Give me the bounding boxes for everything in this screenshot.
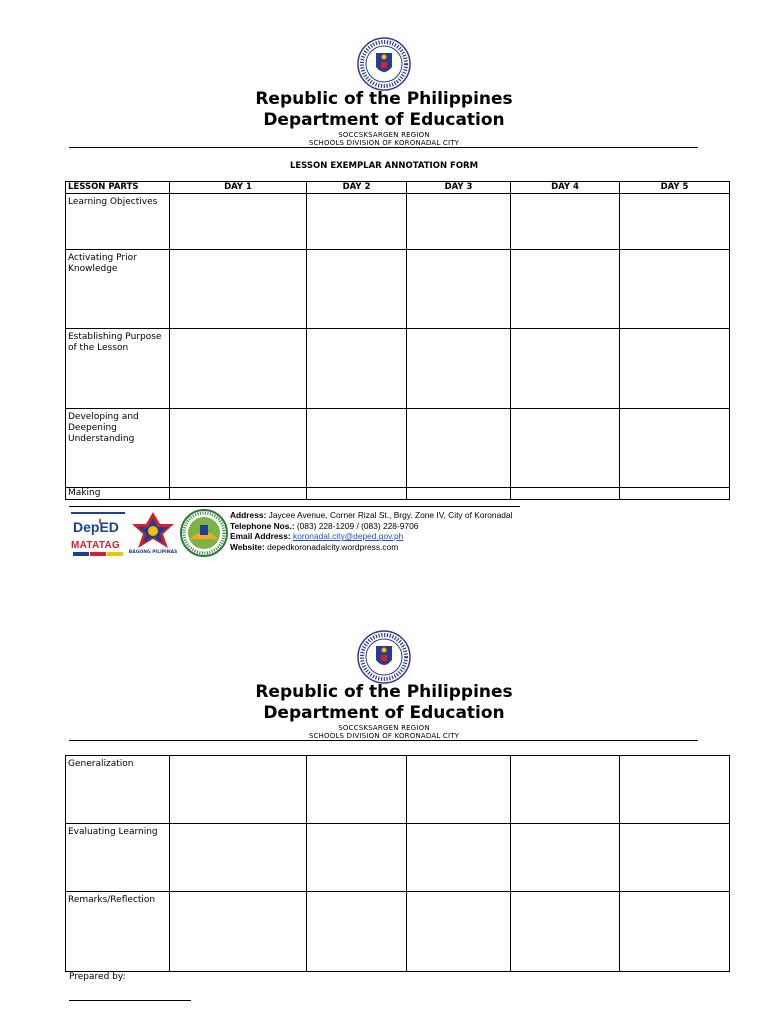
footer-website: Website: depedkoronadalcity.wordpress.com: [230, 541, 399, 552]
table-cell[interactable]: [511, 488, 620, 500]
table-cell[interactable]: [307, 824, 407, 892]
matatag-stripe-icon: [73, 552, 123, 556]
lesson-part-label: Establishing Purpose of the Lesson: [66, 329, 170, 409]
footer-divider: [69, 506, 520, 507]
footer-address: Address: Jaycee Avenue, Corner Rizal St., Brgy. Zone IV, City of Koronadal: [230, 510, 513, 520]
matatag-logo-text: MATATAG: [71, 540, 121, 551]
table-cell[interactable]: [170, 194, 307, 250]
column-header: DAY 1: [170, 182, 307, 194]
table-cell[interactable]: [307, 194, 407, 250]
bagong-pilipinas-caption: BAGONG PILIPINAS: [128, 550, 178, 555]
koronadal-division-seal-icon: [180, 507, 228, 559]
header-division: SCHOOLS DIVISION OF KORONADAL CITY: [308, 139, 460, 147]
lesson-part-label: Making: [66, 488, 170, 500]
table-row: [66, 892, 730, 972]
table-cell[interactable]: [170, 409, 307, 488]
annotation-table-page-2: [65, 755, 730, 972]
footer-contact-block: [230, 510, 512, 552]
table-cell[interactable]: [407, 756, 511, 824]
lesson-part-label: Evaluating Learning: [66, 824, 170, 892]
table-cell[interactable]: [407, 488, 511, 500]
table-cell[interactable]: [170, 488, 307, 500]
header-line-2: Department of Education: [263, 703, 505, 723]
table-cell[interactable]: [307, 488, 407, 500]
header-region: SOCCSKSARGEN REGION: [338, 724, 430, 732]
header-line-1: Republic of the Philippines: [255, 89, 513, 109]
table-cell[interactable]: [511, 824, 620, 892]
table-row: [66, 488, 730, 500]
table-cell[interactable]: [511, 892, 620, 972]
table-cell[interactable]: [511, 194, 620, 250]
footer-telephone: Telephone Nos.: (083) 228-1209 / (083) 228-9706: [230, 520, 419, 531]
column-header: LESSON PARTS: [66, 182, 170, 194]
deped-seal-icon: [357, 37, 411, 91]
table-cell[interactable]: [620, 194, 730, 250]
table-cell[interactable]: [620, 250, 730, 329]
header-divider: [69, 740, 698, 741]
deped-seal-icon: [357, 630, 411, 684]
table-cell[interactable]: [307, 756, 407, 824]
deped-logo-text: DepED: [73, 519, 119, 535]
table-row: [66, 250, 730, 329]
lesson-part-label: Remarks/Reflection: [66, 892, 170, 972]
table-row: [66, 824, 730, 892]
table-cell[interactable]: [407, 250, 511, 329]
table-cell[interactable]: [620, 892, 730, 972]
table-cell[interactable]: [307, 892, 407, 972]
lesson-part-label: Learning Objectives: [66, 194, 170, 250]
column-header: DAY 3: [407, 182, 511, 194]
table-cell[interactable]: [170, 824, 307, 892]
bagong-pilipinas-icon: [128, 510, 178, 550]
table-cell[interactable]: [511, 409, 620, 488]
header-line-2: Department of Education: [263, 110, 505, 130]
lesson-part-label: Activating Prior Knowledge: [66, 250, 170, 329]
table-cell[interactable]: [620, 329, 730, 409]
table-row: [66, 194, 730, 250]
header-divider: [69, 147, 698, 148]
table-cell[interactable]: [407, 329, 511, 409]
footer-email: Email Address: koronadal.city@deped.gov.ph: [230, 531, 404, 542]
table-row: [66, 329, 730, 409]
table-cell[interactable]: [170, 329, 307, 409]
column-header: DAY 2: [307, 182, 407, 194]
table-cell[interactable]: [620, 409, 730, 488]
signature-line: [69, 1000, 191, 1001]
column-header: DAY 4: [511, 182, 620, 194]
annotation-table-page-1: [65, 181, 730, 500]
table-cell[interactable]: [407, 409, 511, 488]
table-row: [66, 756, 730, 824]
header-region: SOCCSKSARGEN REGION: [338, 131, 430, 139]
header-line-1: Republic of the Philippines: [255, 682, 513, 702]
table-cell[interactable]: [307, 329, 407, 409]
table-cell[interactable]: [620, 756, 730, 824]
table-cell[interactable]: [407, 892, 511, 972]
table-cell[interactable]: [620, 824, 730, 892]
table-cell[interactable]: [620, 488, 730, 500]
lesson-part-label: Generalization: [66, 756, 170, 824]
table-cell[interactable]: [170, 892, 307, 972]
column-header: DAY 5: [620, 182, 730, 194]
prepared-by-label: Prepared by:: [69, 972, 126, 982]
table-cell[interactable]: [170, 756, 307, 824]
lesson-part-label: Developing and Deepening Understanding: [66, 409, 170, 488]
bagong-pilipinas-logo: [128, 510, 178, 558]
form-title: LESSON EXEMPLAR ANNOTATION FORM: [289, 161, 479, 171]
table-cell[interactable]: [407, 824, 511, 892]
deped-matatag-logo: [71, 512, 125, 558]
header-division: SCHOOLS DIVISION OF KORONADAL CITY: [308, 732, 460, 740]
table-cell[interactable]: [511, 250, 620, 329]
table-cell[interactable]: [511, 329, 620, 409]
table-cell[interactable]: [170, 250, 307, 329]
table-header-row: [66, 182, 730, 194]
table-cell[interactable]: [307, 250, 407, 329]
table-cell[interactable]: [407, 194, 511, 250]
table-cell[interactable]: [511, 756, 620, 824]
table-row: [66, 409, 730, 488]
table-cell[interactable]: [307, 409, 407, 488]
email-link[interactable]: koronadal.city@deped.gov.ph: [293, 531, 404, 542]
